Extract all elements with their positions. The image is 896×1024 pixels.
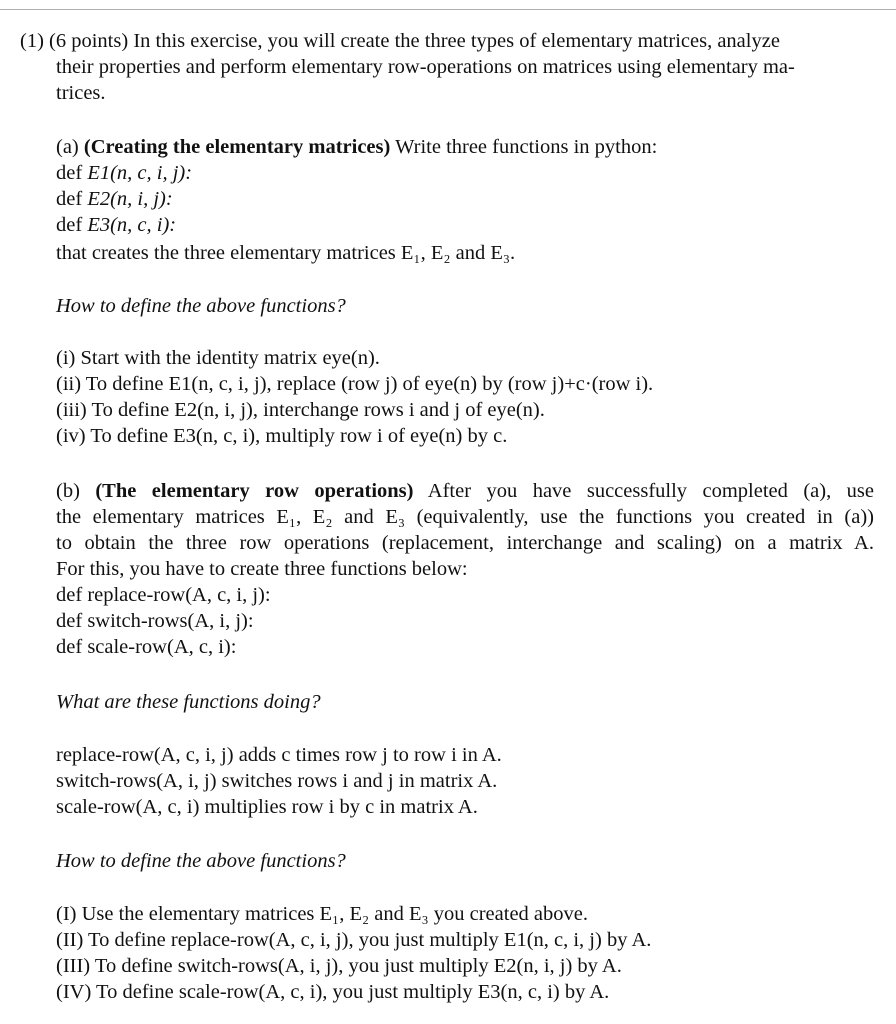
def-e2-signature: E2(n, i, j): [87, 188, 173, 210]
part-b-line-4: For this, you have to create three functions below: [56, 558, 468, 580]
part-a-def-e2: def E2(n, i, j): [56, 188, 173, 210]
part-a-howto-heading: How to define the above functions? [56, 295, 346, 317]
part-b-def-scale-row: def scale-row(A, c, i): [56, 636, 237, 658]
problem-points: (6 points) [49, 30, 129, 52]
def-scale-row-signature: scale-row(A, c, i): [87, 636, 237, 658]
part-a-step-ii: (ii) To define E1(n, c, i, j), replace (row j) of eye(n) by (row j)+c·(row i). [56, 373, 654, 395]
part-a-lead: Write three functions in python: [395, 136, 658, 158]
part-b-desc-scale-row: scale-row(A, c, i) multiplies row i by c in matrix A. [56, 796, 478, 818]
part-b-line-1 [56, 478, 874, 504]
part-b-desc-switch-rows: switch-rows(A, i, j) switches rows i and j in matrix A. [56, 770, 498, 792]
part-a-step-i: (i) Start with the identity matrix eye(n). [56, 347, 380, 369]
def-e1-signature: E1(n, c, i, j): [87, 162, 193, 184]
problem-intro-line-2: their properties and perform elementary row-operations on matrices using elementary ma- [56, 56, 795, 78]
part-a-creates: that creates the three elementary matrices E₁, E₂ and E₃. [56, 242, 516, 264]
problem-number: (1) [20, 30, 44, 52]
problem-intro-1: In this exercise, you will create the three types of elementary matrices, analyze [133, 30, 780, 52]
problem-intro-line-3: trices. [56, 82, 106, 104]
part-a-def-e3: def E3(n, c, i): [56, 214, 177, 236]
part-a-def-e1: def E1(n, c, i, j): [56, 162, 193, 184]
part-b-what-heading: What are these functions doing? [56, 691, 321, 713]
part-b-step-III: (III) To define switch-rows(A, i, j), you just multiply E2(n, i, j) by A. [56, 955, 622, 977]
part-b-step-IV: (IV) To define scale-row(A, c, i), you just multiply E3(n, c, i) by A. [56, 981, 610, 1003]
part-a-heading [56, 134, 657, 160]
part-b-label: (b) [56, 480, 80, 502]
def-switch-rows-signature: switch-rows(A, i, j): [87, 610, 254, 632]
def-replace-row-signature: replace-row(A, c, i, j): [87, 584, 271, 606]
part-a-label: (a) [56, 136, 79, 158]
part-b-line-3: to obtain the three row operations (replacement, interchange and scaling) on a matrix A. [56, 532, 874, 554]
part-b-step-I: (I) Use the elementary matrices E₁, E₂ and E₃ you created above. [56, 903, 588, 925]
part-a-step-iv: (iv) To define E3(n, c, i), multiply row i of eye(n) by c. [56, 425, 508, 447]
problem-intro-line-1 [20, 28, 780, 54]
part-b-step-II: (II) To define replace-row(A, c, i, j), you just multiply E1(n, c, i, j) by A. [56, 929, 652, 951]
part-b-line-1-rest: After you have successfully completed (a), use [427, 480, 874, 502]
part-b-howto-heading: How to define the above functions? [56, 850, 346, 872]
top-rule [0, 9, 896, 10]
part-b-line-2: the elementary matrices E₁, E₂ and E₃ (equivalently, use the functions you created in (a)) [56, 506, 874, 528]
part-b-def-switch-rows: def switch-rows(A, i, j): [56, 610, 254, 632]
part-b-def-replace-row: def replace-row(A, c, i, j): [56, 584, 271, 606]
def-e3-signature: E3(n, c, i): [87, 214, 177, 236]
part-a-step-iii: (iii) To define E2(n, i, j), interchange rows i and j of eye(n). [56, 399, 545, 421]
part-a-title: (Creating the elementary matrices) [83, 136, 391, 158]
part-b-title: (The elementary row operations) [95, 480, 414, 502]
part-b-desc-replace-row: replace-row(A, c, i, j) adds c times row j to row i in A. [56, 744, 502, 766]
